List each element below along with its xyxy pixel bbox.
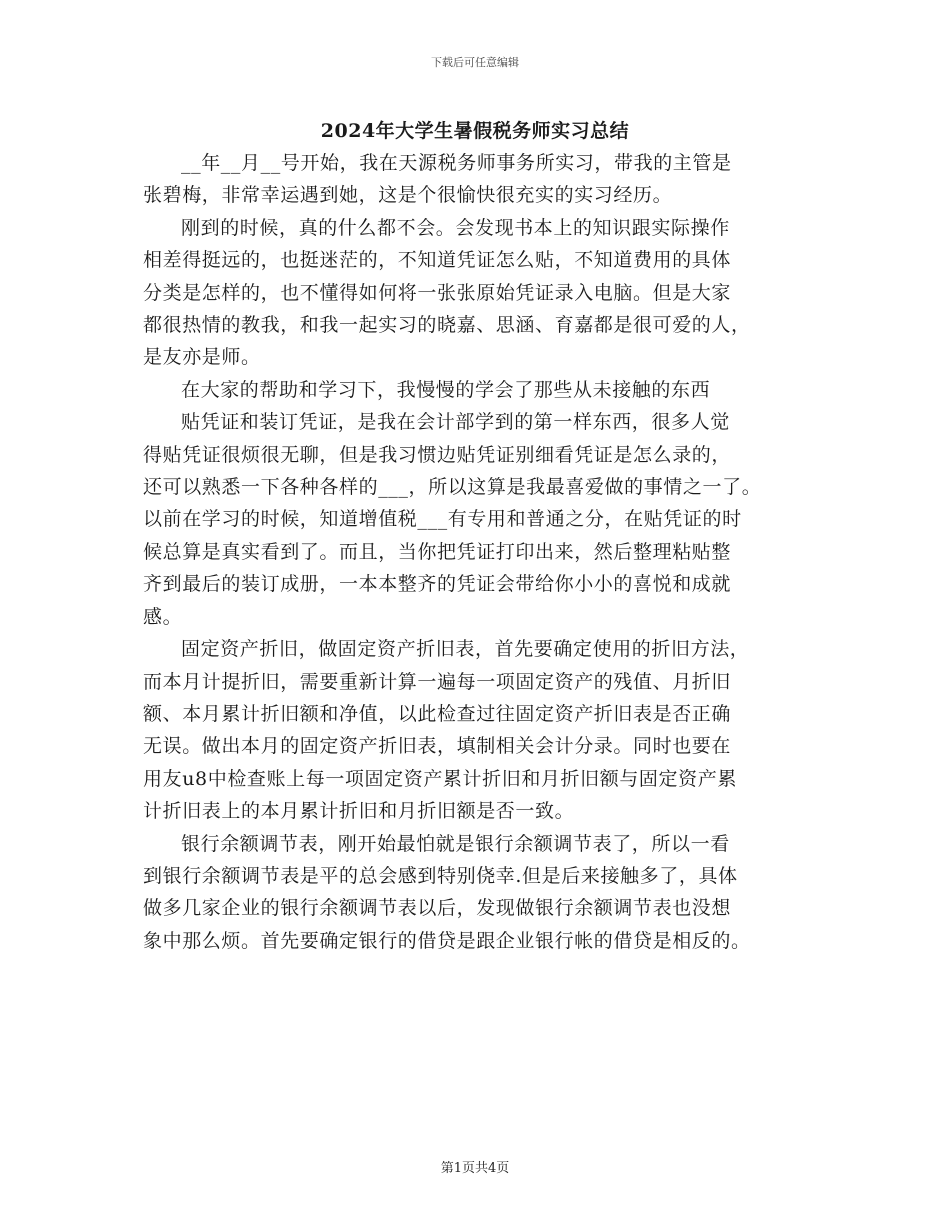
paragraph-1	[143, 147, 823, 212]
text-line: 无误。做出本月的固定资产折旧表，填制相关会计分录。同时也要在	[143, 735, 732, 758]
text-line: 做多几家企业的银行余额调节表以后，发现做银行余额调节表也没想	[143, 897, 732, 920]
text-line: 感。	[143, 605, 183, 628]
text-line: 还可以熟悉一下各种各样的___，所以这算是我最喜爱做的事情之一了。	[143, 476, 762, 499]
paragraph-4	[143, 406, 823, 633]
text-line: 是友亦是师。	[143, 346, 261, 369]
text-line: 齐到最后的装订成册，一本本整齐的凭证会带给你小小的喜悦和成就	[143, 573, 732, 596]
text-line: 用友u8中检查账上每一项固定资产累计折旧和月折旧额与固定资产累	[143, 767, 737, 790]
paragraph-6	[143, 828, 823, 958]
text-line: 象中那么烦。首先要确定银行的借贷是跟企业银行帐的借贷是相反的。	[143, 929, 751, 952]
text-line: 固定资产折旧，做固定资产折旧表，首先要确定使用的折旧方法，	[181, 638, 750, 661]
paragraph-5	[143, 633, 823, 827]
text-line: 都很热情的教我，和我一起实习的晓嘉、思涵、育嘉都是很可爱的人，	[143, 314, 751, 337]
text-line: 额、本月累计折旧额和净值，以此检查过往固定资产折旧表是否正确	[143, 702, 732, 725]
text-line: 得贴凭证很烦很无聊，但是我习惯边贴凭证别细看凭证是怎么录的，	[143, 443, 732, 466]
paragraph-2	[143, 212, 823, 374]
text-line: __年__月__号开始，我在天源税务师事务所实习，带我的主管是	[181, 152, 732, 174]
text-line: 在大家的帮助和学习下，我慢慢的学会了那些从未接触的东西	[181, 378, 711, 401]
text-line: 计折旧表上的本月累计折旧和月折旧额是否一致。	[143, 800, 575, 823]
page-number-footer: 第1页共4页	[440, 1161, 510, 1176]
page-title: 2024年大学生暑假税务师实习总结	[320, 120, 630, 142]
text-line: 银行余额调节表，刚开始最怕就是银行余额调节表了，所以一看	[181, 832, 730, 855]
text-line: 张碧梅，非常幸运遇到她，这是个很愉快很充实的实习经历。	[143, 184, 673, 207]
text-line: 以前在学习的时候，知道增值税___有专用和普通之分，在贴凭证的时	[143, 508, 742, 531]
text-line: 分类是怎样的，也不懂得如何将一张张原始凭证录入电脑。但是大家	[143, 281, 732, 304]
document-body	[143, 147, 823, 957]
text-line: 贴凭证和装订凭证，是我在会计部学到的第一样东西，很多人觉	[181, 411, 730, 434]
text-line: 刚到的时候，真的什么都不会。会发现书本上的知识跟实际操作	[181, 216, 730, 239]
text-line: 相差得挺远的，也挺迷茫的，不知道凭证怎么贴，不知道费用的具体	[143, 249, 732, 272]
paragraph-3	[143, 374, 823, 406]
text-line: 而本月计提折旧，需要重新计算一遍每一项固定资产的残值、月折旧	[143, 670, 732, 693]
text-line: 到银行余额调节表是平的总会感到特别侥幸.但是后来接触多了，具体	[143, 864, 738, 887]
header-note: 下载后可任意编辑	[431, 56, 519, 69]
text-line: 候总算是真实看到了。而且，当你把凭证打印出来，然后整理粘贴整	[143, 540, 732, 563]
